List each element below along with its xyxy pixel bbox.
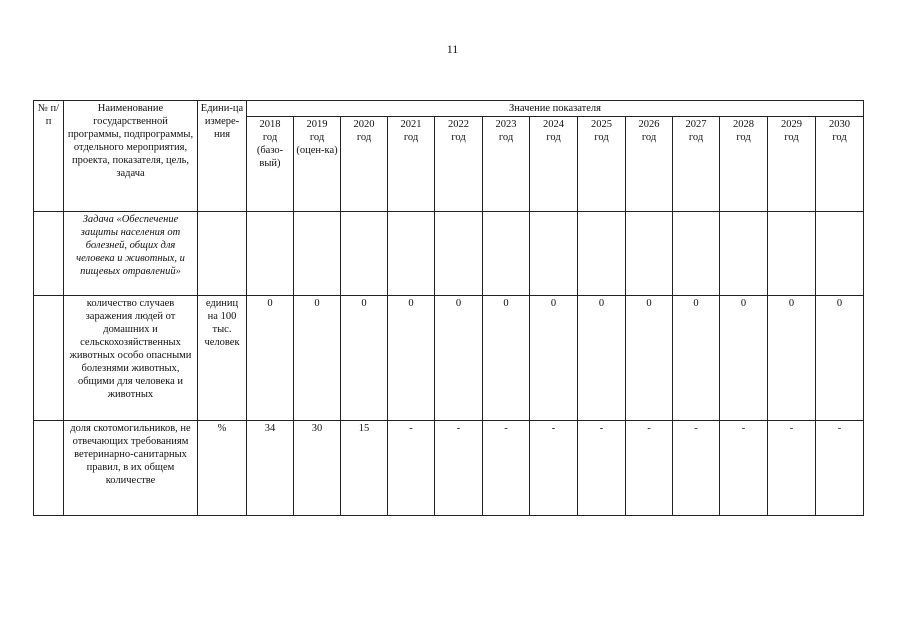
page-number: 11	[446, 42, 459, 56]
indicator-row	[34, 421, 864, 516]
value-cell-2024	[530, 212, 578, 296]
header-year-label: год	[498, 132, 514, 143]
row-num	[34, 212, 64, 296]
value-cell-2026	[626, 212, 673, 296]
value-cell-2027	[673, 212, 720, 296]
value-cell-2025: -	[578, 421, 626, 516]
header-year-label: год	[546, 132, 561, 143]
header-year-number: 2023	[495, 119, 517, 130]
value-cell-2023: -	[483, 421, 530, 516]
value-cell-2022: -	[435, 421, 483, 516]
header-year-label: год	[784, 132, 799, 143]
header-year-number: 2026	[638, 119, 660, 130]
row-unit: единиц на 100 тыс. человек	[198, 296, 247, 421]
row-name: доля скотомогильников, не отвечающих требованиям ветеринарно-санитарных правил, в их общем количестве	[64, 421, 198, 516]
value-cell-2029: 0	[768, 296, 816, 421]
header-year-label: год	[641, 132, 657, 143]
value-cell-2022	[435, 212, 483, 296]
header-unit: Едини-ца измере-ния	[198, 101, 247, 212]
header-year-number: 2030	[829, 119, 851, 130]
header-year-2024	[530, 117, 578, 212]
value-cell-2027: 0	[673, 296, 720, 421]
value-cell-2030	[816, 212, 864, 296]
value-cell-2028: -	[720, 421, 768, 516]
header-year-2021	[388, 117, 435, 212]
row-unit	[198, 212, 247, 296]
header-year-label: год (оцен-ка)	[296, 132, 338, 156]
header-year-label: год	[832, 132, 847, 143]
header-year-label: год	[403, 132, 419, 143]
value-cell-2020: 15	[341, 421, 388, 516]
header-year-number: 2027	[685, 119, 707, 130]
header-year-2027	[673, 117, 720, 212]
header-name: Наименование государственной программы, подпрограммы, отдельного мероприятия, проекта, показателя, цель, задача	[64, 101, 198, 212]
row-name: Задача «Обеспечение защиты населения от болезней, общих для человека и животных, и пищевых отравлений»	[64, 212, 198, 296]
header-year-number: 2029	[781, 119, 802, 130]
value-cell-2019: 0	[294, 296, 341, 421]
header-year-2019	[294, 117, 341, 212]
row-num	[34, 296, 64, 421]
value-cell-2025: 0	[578, 296, 626, 421]
header-year-label: год	[451, 132, 466, 143]
header-year-label: год	[688, 132, 704, 143]
value-cell-2020	[341, 212, 388, 296]
value-cell-2024: 0	[530, 296, 578, 421]
value-cell-2019	[294, 212, 341, 296]
value-cell-2018	[247, 212, 294, 296]
header-year-number: 2022	[448, 119, 469, 130]
indicators-table	[33, 100, 864, 516]
header-year-2023	[483, 117, 530, 212]
value-cell-2022: 0	[435, 296, 483, 421]
value-cell-2021: 0	[388, 296, 435, 421]
header-year-2025	[578, 117, 626, 212]
header-value-group: Значение показателя	[247, 101, 864, 117]
header-year-2020	[341, 117, 388, 212]
header-row-1	[34, 101, 864, 117]
value-cell-2029	[768, 212, 816, 296]
value-cell-2025	[578, 212, 626, 296]
value-cell-2026: -	[626, 421, 673, 516]
row-name: количество случаев заражения людей от домашних и сельскохозяйственных животных особо опасными болезнями животных, общими для человека и животных	[64, 296, 198, 421]
value-cell-2020: 0	[341, 296, 388, 421]
header-year-label: год (базо-вый)	[256, 132, 284, 169]
header-year-number: 2020	[353, 119, 375, 130]
header-year-number: 2028	[733, 119, 754, 130]
row-unit: %	[198, 421, 247, 516]
header-year-number: 2025	[591, 119, 612, 130]
header-year-2022	[435, 117, 483, 212]
value-cell-2023: 0	[483, 296, 530, 421]
header-year-2030	[816, 117, 864, 212]
value-cell-2030: -	[816, 421, 864, 516]
value-cell-2023	[483, 212, 530, 296]
header-year-label: год	[736, 132, 751, 143]
header-year-label: год	[594, 132, 609, 143]
value-cell-2029: -	[768, 421, 816, 516]
header-year-number: 2021	[400, 119, 422, 130]
header-year-number: 2019	[306, 119, 328, 130]
header-year-number: 2024	[543, 119, 564, 130]
header-year-2029	[768, 117, 816, 212]
header-year-2026	[626, 117, 673, 212]
value-cell-2018: 0	[247, 296, 294, 421]
indicator-row	[34, 296, 864, 421]
row-num	[34, 421, 64, 516]
header-year-label: год	[356, 132, 372, 143]
value-cell-2028: 0	[720, 296, 768, 421]
header-year-number: 2018	[259, 119, 281, 130]
task-row	[34, 212, 864, 296]
value-cell-2030: 0	[816, 296, 864, 421]
value-cell-2028	[720, 212, 768, 296]
header-year-2018	[247, 117, 294, 212]
header-year-2028	[720, 117, 768, 212]
value-cell-2024: -	[530, 421, 578, 516]
value-cell-2027: -	[673, 421, 720, 516]
value-cell-2026: 0	[626, 296, 673, 421]
value-cell-2021	[388, 212, 435, 296]
value-cell-2018: 34	[247, 421, 294, 516]
value-cell-2019: 30	[294, 421, 341, 516]
value-cell-2021: -	[388, 421, 435, 516]
header-num: № п/п	[34, 101, 64, 212]
